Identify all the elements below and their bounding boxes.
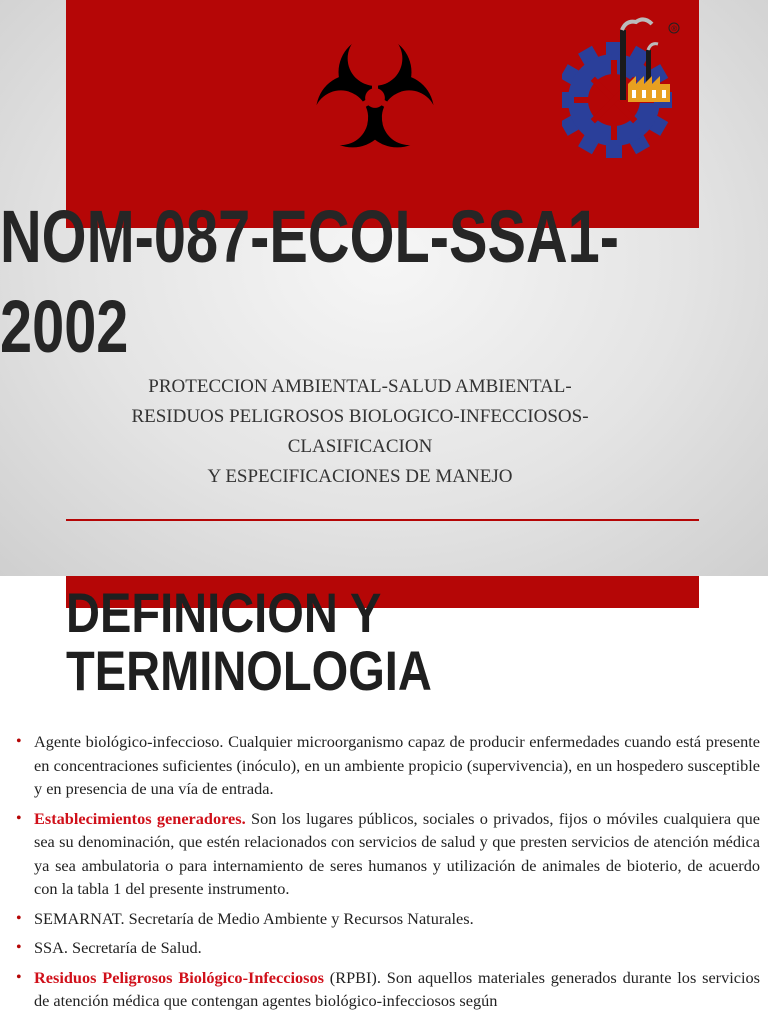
bullet-highlight: Establecimientos generadores. (34, 808, 246, 828)
title-line-1: NOM-087-ECOL-SSA1- (0, 195, 619, 278)
definitions-slide (0, 576, 768, 1024)
registered-mark: ® (671, 24, 677, 33)
heading-line-2: TERMINOLOGIA (66, 639, 432, 702)
list-item (14, 936, 760, 960)
bullet-text: SEMARNAT. Secretaría de Medio Ambiente y Recursos Naturales. (34, 908, 474, 928)
standard-title (0, 192, 619, 372)
red-divider (66, 519, 699, 521)
subtitle-line: CLASIFICACION (287, 436, 433, 457)
definition-list (14, 730, 760, 1019)
heading-line-1: DEFINICION Y (66, 581, 382, 644)
title-line-2: 2002 (0, 285, 129, 368)
list-item (14, 907, 760, 931)
bullet-text: SSA. Secretaría de Salud. (34, 938, 202, 957)
subtitle-line: PROTECCION AMBIENTAL-SALUD AMBIENTAL- (148, 376, 572, 397)
bullet-text: Agente biológico-infeccioso. Cualquier microorganismo capaz de producir enfermedades cuando está presente en concentraciones suficientes (inóculo), en un ambiente propicio (supervivencia), en un hospedero susceptible y en presencia de una vía de entrada. (34, 732, 760, 798)
subtitle-line: Y ESPECIFICACIONES DE MANEJO (207, 466, 513, 487)
list-item (14, 730, 760, 801)
section-heading (66, 581, 432, 702)
standard-subtitle (40, 372, 680, 492)
biohazard-icon (293, 22, 457, 174)
list-item (14, 966, 760, 1013)
list-item (14, 807, 760, 901)
bullet-text: Son los lugares públicos, sociales o privados, fijos o móviles cualquiera que sea su denominación, que estén relacionados con servicios de salud y que presten servicios de atención médica ya sea ambulatoria o para internamiento de seres humanos y utilización de animales de bioterio, de acuerdo con la tabla 1 del presente instrumento. (34, 808, 760, 898)
subtitle-line: RESIDUOS PELIGROSOS BIOLOGICO-INFECCIOSOS- (131, 406, 589, 427)
bullet-text: (RPBI). Son aquellos materiales generados durante los servicios de atención médica que contengan agentes biológico-infecciosos según (34, 967, 760, 1010)
bullet-highlight: Residuos Peligrosos Biológico-Infecciosos (34, 967, 324, 987)
gear-factory-logo (562, 10, 682, 160)
